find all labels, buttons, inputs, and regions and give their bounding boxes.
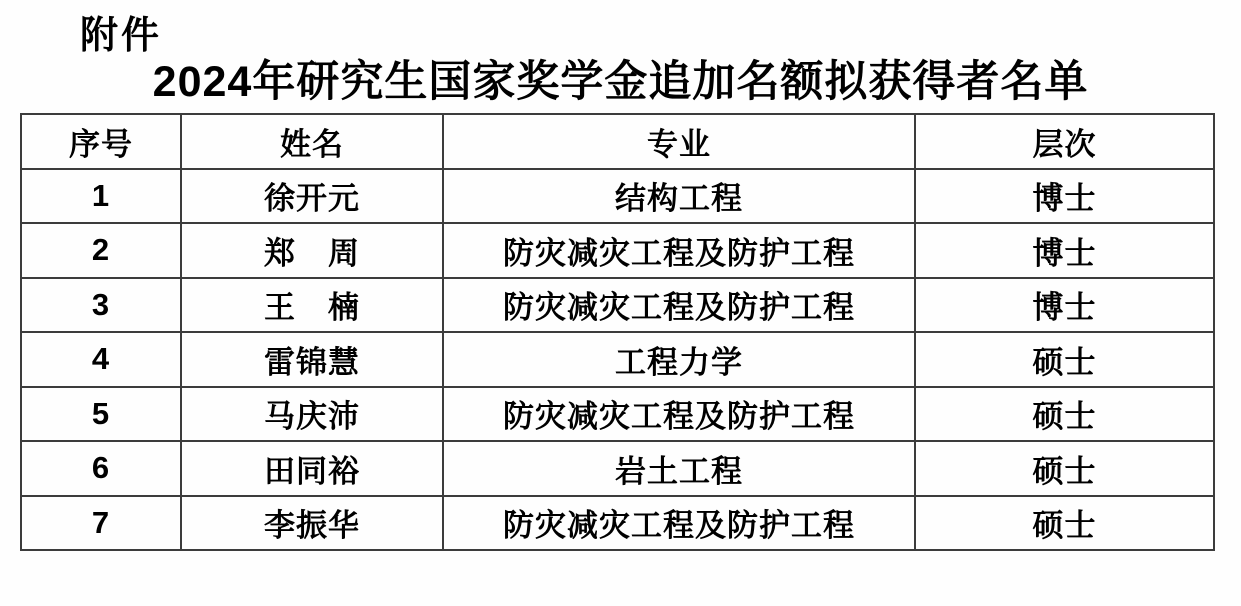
table-row: [21, 441, 1214, 496]
cell-name: 雷锦慧: [181, 332, 443, 387]
cell-major: 结构工程: [443, 169, 915, 224]
cell-level: 博士: [915, 278, 1214, 333]
cell-no: 6: [21, 441, 181, 496]
cell-major: 防灾减灾工程及防护工程: [443, 278, 915, 333]
column-header-no: 序号: [21, 114, 181, 169]
cell-level: 博士: [915, 223, 1214, 278]
cell-no: 3: [21, 278, 181, 333]
cell-name: 田同裕: [181, 441, 443, 496]
cell-level: 硕士: [915, 332, 1214, 387]
cell-name: 王 楠: [181, 278, 443, 333]
column-header-level: 层次: [915, 114, 1214, 169]
cell-major: 防灾减灾工程及防护工程: [443, 223, 915, 278]
attachment-label: 附件: [80, 15, 163, 57]
cell-name: 马庆沛: [181, 387, 443, 442]
cell-name: 徐开元: [181, 169, 443, 224]
cell-name: 郑 周: [181, 223, 443, 278]
table-row: [21, 278, 1214, 333]
cell-no: 1: [21, 169, 181, 224]
cell-level: 博士: [915, 169, 1214, 224]
table-row: [21, 387, 1214, 442]
recipients-table: [20, 113, 1215, 551]
column-header-major: 专业: [443, 114, 915, 169]
table-row: [21, 496, 1214, 551]
cell-major: 防灾减灾工程及防护工程: [443, 496, 915, 551]
cell-no: 7: [21, 496, 181, 551]
table-row: [21, 223, 1214, 278]
cell-no: 4: [21, 332, 181, 387]
table-header-row: [21, 114, 1214, 169]
cell-no: 2: [21, 223, 181, 278]
cell-level: 硕士: [915, 441, 1214, 496]
cell-major: 工程力学: [443, 332, 915, 387]
column-header-name: 姓名: [181, 114, 443, 169]
cell-name: 李振华: [181, 496, 443, 551]
cell-major: 岩土工程: [443, 441, 915, 496]
cell-major: 防灾减灾工程及防护工程: [443, 387, 915, 442]
cell-level: 硕士: [915, 387, 1214, 442]
table-row: [21, 332, 1214, 387]
document-title: 2024年研究生国家奖学金追加名额拟获得者名单: [152, 58, 1089, 106]
table-row: [21, 169, 1214, 224]
cell-no: 5: [21, 387, 181, 442]
cell-level: 硕士: [915, 496, 1214, 551]
